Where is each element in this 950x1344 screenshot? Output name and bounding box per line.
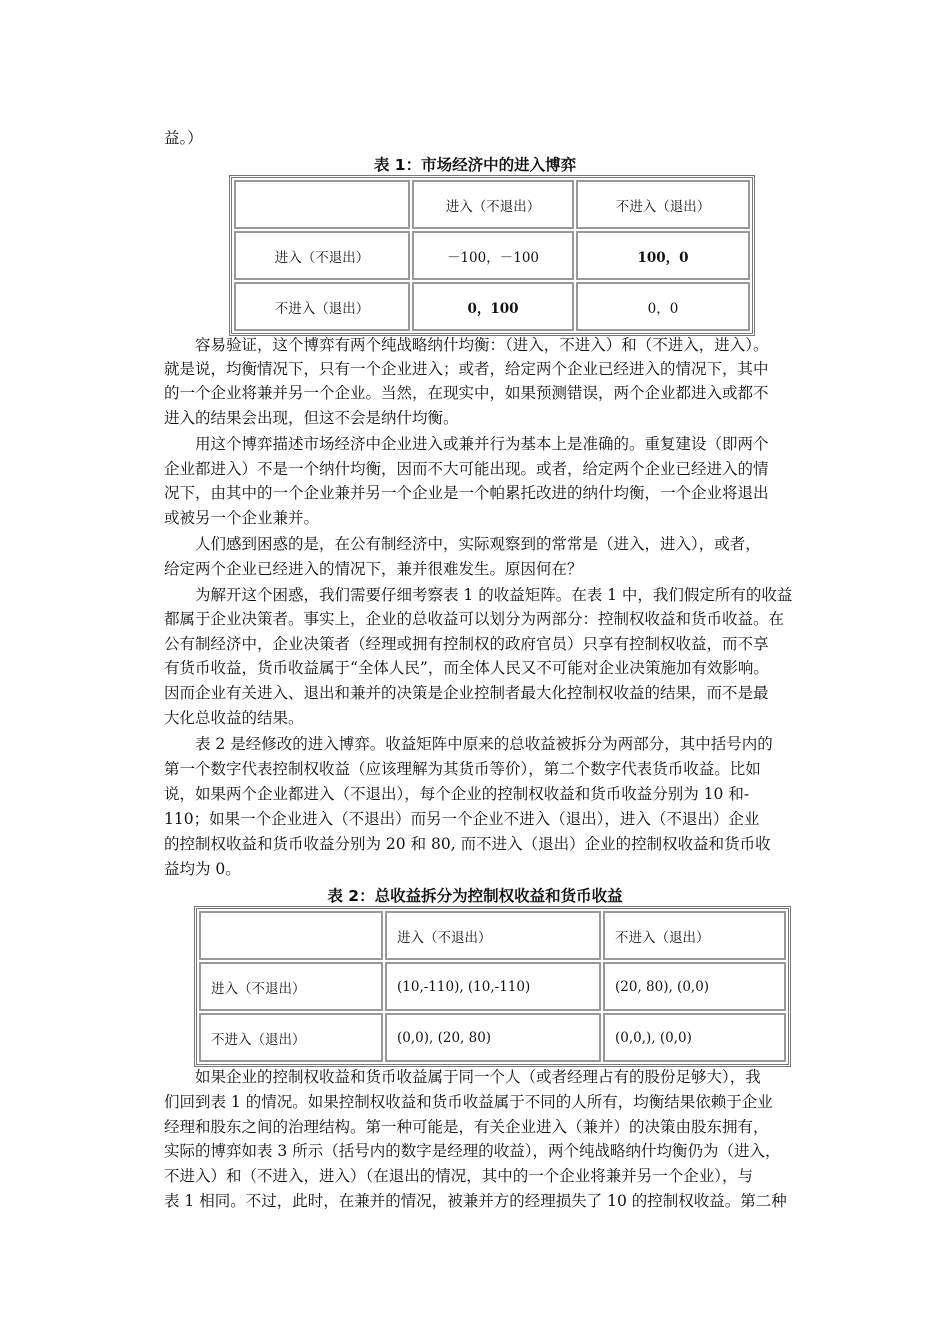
table-row: [234, 231, 750, 280]
table-col-header: 不进入（退出）: [576, 180, 750, 229]
table-row-header: 进入（不退出）: [199, 962, 383, 1011]
table-row-header: 不进入（退出）: [199, 1013, 383, 1062]
table-row-header: 进入（不退出）: [234, 231, 410, 280]
table1: [229, 175, 755, 336]
table-cell: 100，0: [576, 231, 750, 280]
text-line: 的控制权收益和货币收益分别为 20 和 80, 而不进入（退出）企业的控制权收益和货币收: [164, 835, 771, 853]
table-col-header: 不进入（退出）: [603, 911, 786, 960]
text-line: 表 1 相同。不过，此时，在兼并的情况，被兼并方的经理损失了 10 的控制权收益。第二种: [164, 1192, 787, 1210]
text-line: 不进入）和（不进入，进入）（在退出的情况，其中的一个企业将兼并另一个企业），与: [164, 1167, 754, 1185]
text-line: 给定两个企业已经进入的情况下，兼并很难发生。原因何在？: [164, 560, 583, 578]
text-line: 因而企业有关进入、退出和兼并的决策是企业控制者最大化控制权收益的结果，而不是最: [164, 684, 769, 702]
text-line: 经理和股东之间的治理结构。第一种可能是，有关企业进入（兼并）的决策由股东拥有，: [164, 1118, 769, 1136]
table2: [194, 906, 791, 1067]
table-cell: (10,-110), (10,-110): [385, 962, 601, 1011]
table-cell: (0,0), (20, 80): [385, 1013, 601, 1062]
table-col-header: 进入（不退出）: [385, 911, 601, 960]
text-line: 表 2 是经修改的进入博弈。收益矩阵中原来的总收益被拆分为两部分，其中括号内的: [195, 735, 773, 753]
text-line: 们回到表 1 的情况。如果控制权收益和货币收益属于不同的人所有，均衡结果依赖于企业: [164, 1093, 773, 1111]
text-line: 企业都进入）不是一个纳什均衡，因而不大可能出现。或者，给定两个企业已经进入的情: [164, 460, 769, 478]
text-line: 益均为 0。: [164, 860, 241, 878]
table-col-header: 进入（不退出）: [412, 180, 574, 229]
table2-caption: 表 2：总收益拆分为控制权收益和货币收益: [327, 887, 623, 905]
table1-caption: 表 1：市场经济中的进入博弈: [373, 156, 577, 174]
table-row: [199, 1013, 786, 1062]
table-row-header: 不进入（退出）: [234, 282, 410, 331]
table-row: [199, 962, 786, 1011]
text-line: 就是说，均衡情况下，只有一个企业进入；或者，给定两个企业已经进入的情况下，其中: [164, 360, 769, 378]
text-line: 或被另一个企业兼并。: [164, 509, 320, 527]
text-line: 益。）: [164, 129, 203, 147]
text-line: 第一个数字代表控制权收益（应该理解为其货币等价），第二个数字代表货币收益。比如: [164, 760, 761, 778]
text-line: 有货币收益，货币收益属于“全体人民”，而全体人民又不可能对企业决策施加有效影响。: [164, 659, 769, 677]
table-cell-blank: [234, 180, 410, 229]
text-line: 况下，由其中的一个企业兼并另一个企业是一个帕累托改进的纳什均衡，一个企业将退出: [164, 484, 769, 502]
table-cell: 0，100: [412, 282, 574, 331]
text-line: 如果企业的控制权收益和货币收益属于同一个人（或者经理占有的股份足够大），我: [195, 1068, 761, 1086]
table-cell: (0,0,), (0,0): [603, 1013, 786, 1062]
table-row: [234, 282, 750, 331]
text-line: 进入的结果会出现，但这不会是纳什均衡。: [164, 409, 459, 427]
text-line: 为解开这个困惑，我们需要仔细考察表 1 的收益矩阵。在表 1 中，我们假定所有的收益: [195, 586, 793, 604]
table-cell: －100，－100: [412, 231, 574, 280]
text-line: 人们感到困惑的是，在公有制经济中，实际观察到的常常是（进入，进入），或者，: [195, 535, 761, 553]
text-line: 都属于企业决策者。事实上，企业的总收益可以划分为两部分：控制权收益和货币收益。在: [164, 610, 785, 628]
text-line: 大化总收益的结果。: [164, 709, 304, 727]
text-line: 说，如果两个企业都进入（不退出），每个企业的控制权收益和货币收益分别为 10 和-: [164, 785, 750, 803]
text-line: 实际的博弈如表 3 所示（括号内的数字是经理的收益），两个纯战略纳什均衡仍为（进入，: [164, 1142, 781, 1160]
text-line: 公有制经济中，企业决策者（经理或拥有控制权的政府官员）只享有控制权收益，而不享: [164, 635, 769, 653]
table-cell: (20, 80), (0,0): [603, 962, 786, 1011]
text-line: 的一个企业将兼并另一个企业。当然，在现实中，如果预测错误，两个企业都进入或都不: [164, 384, 769, 402]
table-cell: 0，0: [576, 282, 750, 331]
table-row: [234, 180, 750, 229]
text-line: 用这个博弈描述市场经济中企业进入或兼并行为基本上是准确的。重复建设（即两个: [195, 435, 769, 453]
text-line: 容易验证，这个博弈有两个纯战略纳什均衡：（进入，不进入）和（不进入，进入）。: [195, 336, 769, 354]
table-cell-blank: [199, 911, 383, 960]
text-line: 110；如果一个企业进入（不退出）而另一个企业不进入（退出），进入（不退出）企业: [164, 810, 760, 828]
table-row: [199, 911, 786, 960]
